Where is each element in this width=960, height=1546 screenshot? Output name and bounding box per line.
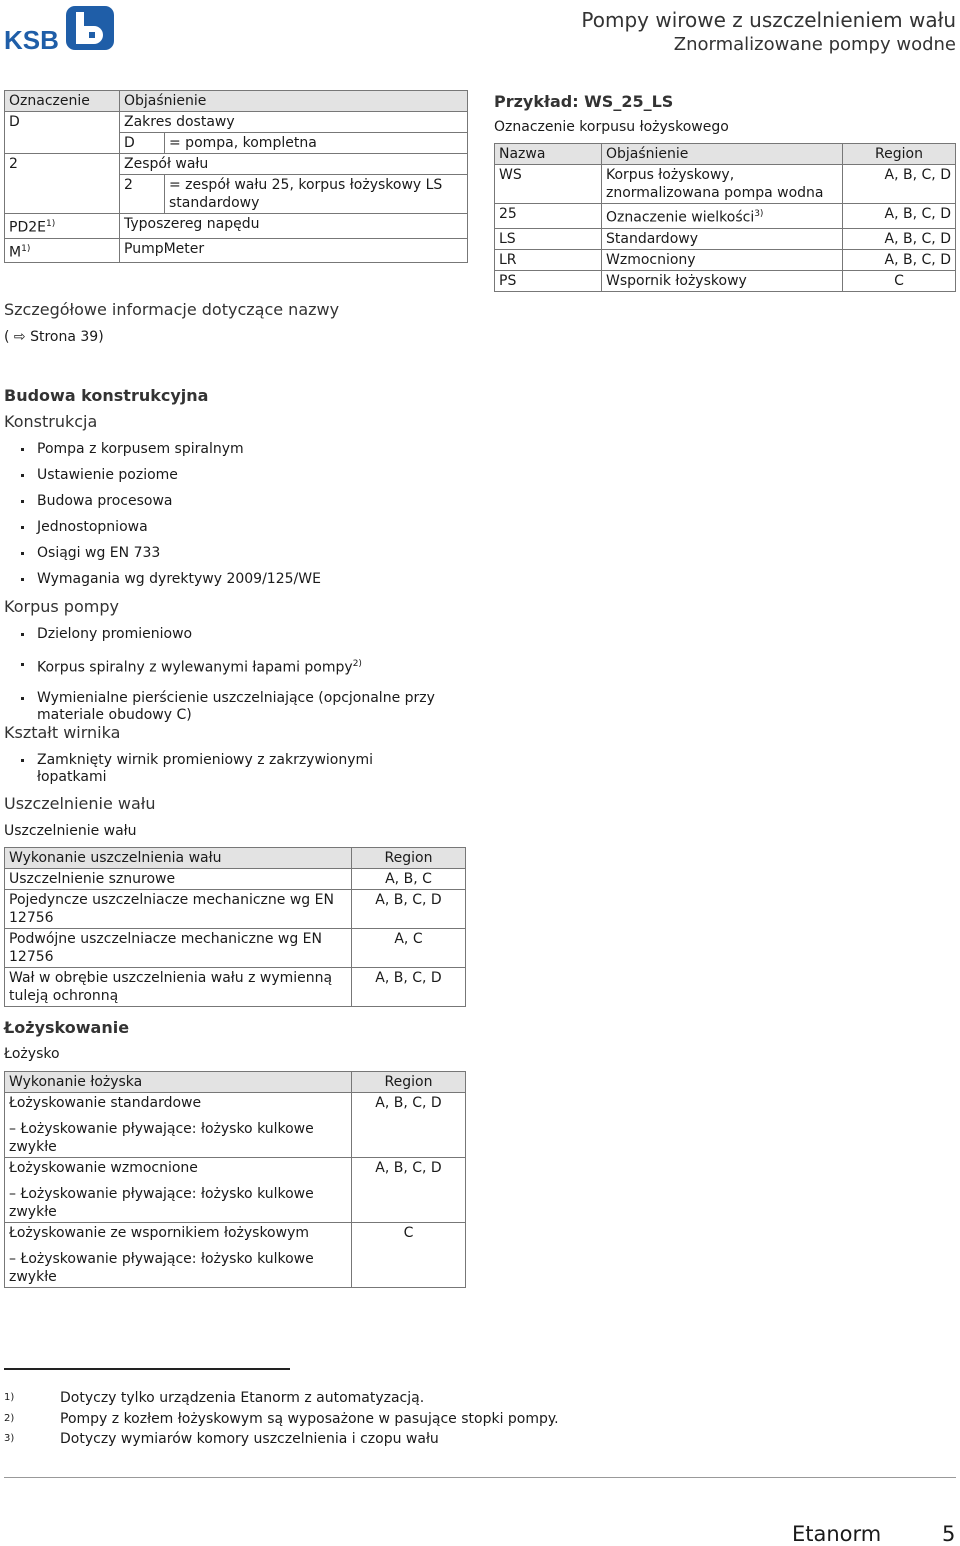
row-explanation: Wzmocniony [602,249,843,270]
header-subtitle: Znormalizowane pompy wodne [673,34,956,55]
designation-code: 2 [5,154,120,214]
list-item: Korpus spiralny z wylewanymi łapami pompy$^{2)}$ [4,656,444,677]
list-item: Wymagania wg dyrektywy 2009/125/WE [4,571,444,588]
designation-code: D [5,112,120,154]
row-name: WS [495,165,602,204]
details-heading: Szczegółowe informacje dotyczące nazwy [4,300,340,319]
table-row [5,968,466,1007]
row-explanation: Standardowy [602,228,843,249]
logo-text: KSB [4,25,59,52]
row-region: A, B, C, D [843,228,956,249]
row-name: LS [495,228,602,249]
row-region: C [843,270,956,291]
bearing-region: A, B, C, D [352,1093,466,1158]
footnote: $^{1)}$ Dotyczy tylko urządzenia Etanorm z automatyzacją. [4,1390,425,1406]
list-item: Osiągi wg EN 733 [4,545,444,562]
pump-casing-list [4,626,444,733]
bearing-label: Łożysko [4,1046,60,1062]
seal-name: Wał w obrębie uszczelnienia wału z wymienną tuleją ochronną [5,968,352,1007]
col-header-region: Region [843,144,956,165]
col-header-explanation: Objaśnienie [120,91,468,112]
table-row [5,1158,466,1223]
construction-subheading: Konstrukcja [4,412,98,431]
impeller-heading: Kształt wirnika [4,723,121,742]
table-row [5,154,468,175]
seal-region: A, B, C, D [352,968,466,1007]
footnote-divider [4,1368,290,1370]
designation-table [4,90,468,263]
list-item: Zamknięty wirnik promieniowy z zakrzywionymi łopatkami [4,752,414,786]
bearing-name: Łożyskowanie ze wspornikiem łożyskowym – Łożyskowanie pływające: łożysko kulkowe zwykłe [5,1223,352,1288]
seal-name: Pojedyncze uszczelniacze mechaniczne wg EN 12756 [5,890,352,929]
shaft-seal-heading: Uszczelnienie wału [4,794,156,813]
shaft-seal-table [4,847,466,1007]
table-row [5,1223,466,1288]
row-region: A, B, C, D [843,249,956,270]
bearing-heading: Łożyskowanie [4,1018,130,1037]
seal-name: Podwójne uszczelniacze mechaniczne wg EN 12756 [5,929,352,968]
designation-subtext: = pompa, kompletna [165,133,468,154]
list-item: Pompa z korpusem spiralnym [4,441,444,458]
example-subtitle: Oznaczenie korpusu łożyskowego [494,119,729,135]
designation-text: Typoszereg napędu [120,214,468,239]
designation-code: $M^{1)}$ [5,238,120,263]
footnote: $^{2)}$ Pompy z kozłem łożyskowym są wyposażone w pasujące stopki pompy. [4,1411,559,1427]
designation-code: $PD2E^{1)}$ [5,214,120,239]
row-explanation: Wspornik łożyskowy [602,270,843,291]
table-row [5,929,466,968]
row-region: A, B, C, D [843,204,956,229]
table-row [495,270,956,291]
row-name: 25 [495,204,602,229]
construction-list [4,441,444,597]
designation-subcode: D [120,133,165,154]
bearing-table [4,1071,466,1288]
example-title: Przykład: WS_25_LS [494,92,674,111]
list-item: Dzielony promieniowo [4,626,444,643]
impeller-list [4,752,414,795]
page-number: 5 [942,1522,956,1546]
table-row [495,249,956,270]
designation-subcode: 2 [120,175,165,214]
example-table [494,143,956,292]
designation-text: Zakres dostawy [120,112,468,133]
construction-heading: Budowa konstrukcyjna [4,386,209,405]
table-row [5,1093,466,1158]
seal-region: A, C [352,929,466,968]
row-name: LR [495,249,602,270]
footer-divider [4,1477,956,1478]
table-row [5,112,468,133]
footnote: $^{3)}$ Dotyczy wymiarów komory uszczelnienia i czopu wału [4,1431,439,1447]
row-name: PS [495,270,602,291]
col-header-region: Region [352,848,466,869]
row-explanation: Korpus łożyskowy, znormalizowana pompa wodna [602,165,843,204]
table-row [5,869,466,890]
table-row [5,214,468,239]
seal-region: A, B, C, D [352,890,466,929]
table-row [5,238,468,263]
col-header-bearing: Wykonanie łożyska [5,1072,352,1093]
col-header-region: Region [352,1072,466,1093]
header-title: Pompy wirowe z uszczelnieniem wału [581,8,956,32]
bearing-name: Łożyskowanie wzmocnione – Łożyskowanie pływające: łożysko kulkowe zwykłe [5,1158,352,1223]
col-header-name: Nazwa [495,144,602,165]
footer-product: Etanorm [792,1522,882,1546]
row-explanation: Oznaczenie wielkości$^{3)}$ [602,204,843,229]
pump-casing-heading: Korpus pompy [4,597,119,616]
list-item: Jednostopniowa [4,519,444,536]
bearing-name: Łożyskowanie standardowe – Łożyskowanie pływające: łożysko kulkowe zwykłe [5,1093,352,1158]
list-item: Wymienialne pierścienie uszczelniające (opcjonalne przy materiale obudowy C) [4,690,444,724]
bearing-region: C [352,1223,466,1288]
list-item: Budowa procesowa [4,493,444,510]
table-row [495,228,956,249]
table-row [495,204,956,229]
seal-region: A, B, C [352,869,466,890]
shaft-seal-label: Uszczelnienie wału [4,823,137,839]
col-header-seal: Wykonanie uszczelnienia wału [5,848,352,869]
designation-text: PumpMeter [120,238,468,263]
table-row [495,165,956,204]
details-page-link[interactable]: ( ⇨ Strona 39) [4,329,104,345]
table-row [5,890,466,929]
bearing-region: A, B, C, D [352,1158,466,1223]
ksb-logo [4,4,118,52]
list-item: Ustawienie poziome [4,467,444,484]
row-region: A, B, C, D [843,165,956,204]
designation-text: Zespół wału [120,154,468,175]
col-header-designation: Oznaczenie [5,91,120,112]
col-header-explanation: Objaśnienie [602,144,843,165]
designation-subtext: = zespół wału 25, korpus łożyskowy LS standardowy [165,175,468,214]
seal-name: Uszczelnienie sznurowe [5,869,352,890]
